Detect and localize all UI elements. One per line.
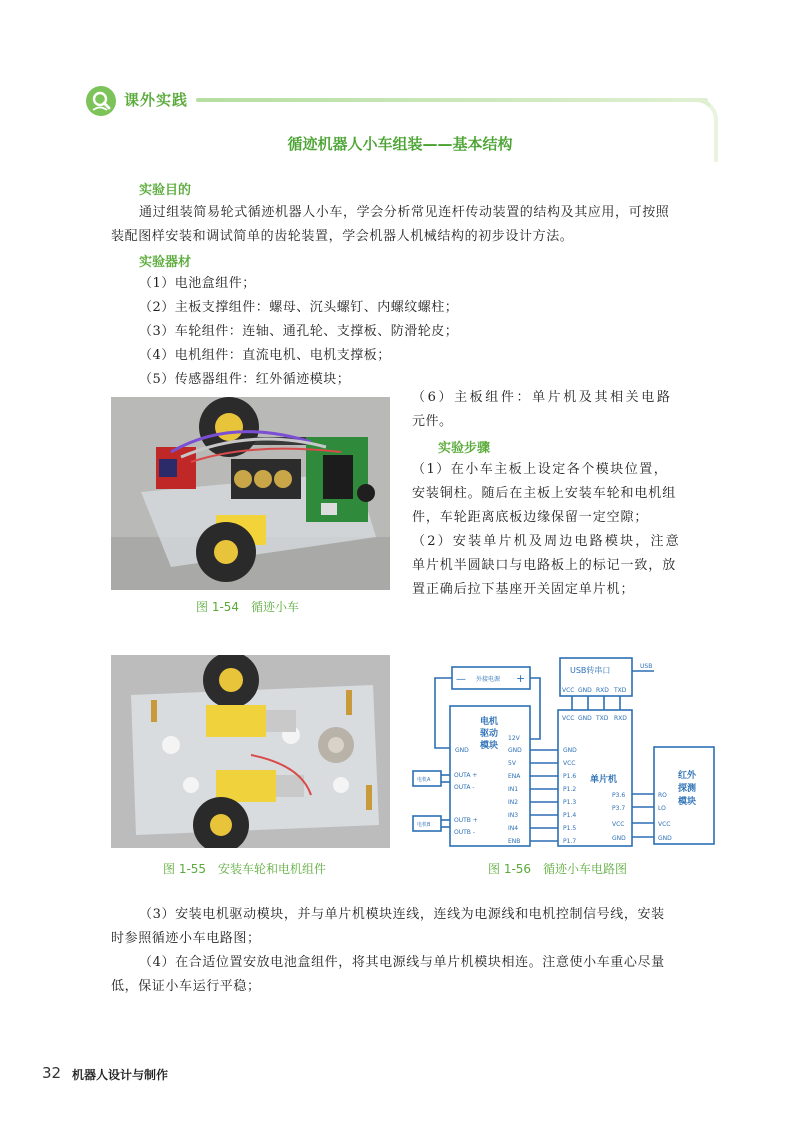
driver-out-b-plus: OUTB + [454, 817, 478, 824]
step-right-line-6: 置正确后拉下基座开关固定单片机； [412, 582, 635, 597]
motor-a-label: 电机A [417, 777, 431, 783]
ir-title-3: 模块 [678, 797, 697, 807]
driver-pin-5v: 5V [508, 760, 516, 767]
mcu-title: 单片机 [590, 775, 618, 785]
mcu-pin-p37: P3.7 [612, 805, 626, 812]
driver-pin-in4: IN4 [508, 825, 519, 832]
mcu-pin-p36: P3.6 [612, 792, 626, 799]
usb-pin-gnd: GND [578, 687, 592, 694]
driver-pin-enb: ENB [508, 838, 521, 845]
header-rule [196, 98, 708, 102]
figure-caption-1-55: 图 1-55 安装车轮和电机组件 [163, 862, 327, 876]
mcu-pin-gnd: GND [563, 747, 577, 754]
material-item-5: （5）传感器组件：红外循迹模块； [139, 372, 351, 387]
driver-pin-in3: IN3 [508, 812, 519, 819]
mcu-pin-p16: P1.6 [563, 773, 577, 780]
driver-pin-12v: 12V [508, 735, 520, 742]
power-label: 外接电源 [476, 676, 501, 683]
material-item-4: （4）电机组件：直流电机、电机支撑板； [139, 348, 391, 363]
usb-out-label: USB [640, 663, 653, 670]
step-bottom-line-1: （3）安装电机驱动模块，并与单片机模块连线，连线为电源线和电机控制信号线，安装 [139, 907, 665, 922]
mcu-pin-p17: P1.7 [563, 838, 577, 845]
step-right-line-5: 单片机半圆缺口与电路板上的标记一致，放 [412, 558, 677, 573]
purpose-line-1: 通过组装简易轮式循迹机器人小车，学会分析常见连杆传动装置的结构及其应用，可按照 [139, 205, 670, 220]
figure-caption-1-56: 图 1-56 循迹小车电路图 [488, 862, 628, 876]
driver-out-a-minus: OUTA - [454, 784, 475, 791]
ir-pin-gnd: GND [658, 835, 672, 842]
step-right-line-2: 安装铜柱。随后在主板上安装车轮和电机组 [412, 486, 677, 501]
mcu-pin-p14: P1.4 [563, 812, 577, 819]
driver-out-b-minus: OUTB - [454, 829, 475, 836]
mcu-pin-p13: P1.3 [563, 799, 577, 806]
step-right-line-3: 件，车轮距离底板边缘保留一定空隙； [412, 510, 649, 525]
driver-pin-gnd: GND [508, 747, 522, 754]
mcu-top-pin-rxd: RXD [614, 715, 627, 722]
material-item-6-line-2: 元件。 [412, 414, 453, 429]
driver-pin-in1: IN1 [508, 786, 519, 793]
usb-pin-txd: TXD [614, 687, 627, 694]
mcu-pin-gnd-r: GND [612, 835, 626, 842]
purpose-line-2: 装配图样安装和调试简单的齿轮装置，学会机器人机械结构的初步设计方法。 [111, 229, 574, 244]
driver-gnd: GND [455, 747, 469, 754]
driver-title-3: 模块 [480, 741, 499, 751]
material-item-1: （1）电池盒组件； [139, 276, 256, 291]
figure-caption-1-54: 图 1-54 循迹小车 [196, 600, 300, 614]
mcu-top-pin-gnd: GND [578, 715, 592, 722]
mcu-pin-vcc-r: VCC [612, 821, 625, 828]
driver-title-1: 电机 [480, 717, 499, 727]
ir-pin-vcc: VCC [658, 821, 671, 828]
step-bottom-line-2: 时参照循迹小车电路图； [111, 931, 261, 946]
driver-title-2: 驱动 [480, 729, 499, 739]
ir-title-1: 红外 [678, 771, 697, 781]
step-right-line-1: （1）在小车主板上设定各个模块位置， [412, 462, 669, 477]
motor-b-label: 电机B [417, 822, 431, 828]
purpose-heading: 实验目的 [139, 183, 192, 198]
driver-out-a-plus: OUTA + [454, 772, 478, 779]
steps-heading: 实验步骤 [438, 441, 491, 456]
magnifier-icon [86, 86, 116, 116]
materials-heading: 实验器材 [139, 255, 192, 270]
circuit-diagram [408, 655, 718, 850]
tracking-car-photo [111, 397, 390, 590]
power-plus: + [516, 672, 526, 685]
mcu-top-pin-vcc: VCC [562, 715, 575, 722]
page-title: 循迹机器人小车组装——基本结构 [287, 135, 513, 153]
material-item-6-line-1: （6）主板组件：单片机及其相关电路 [412, 390, 673, 405]
usb-pin-rxd: RXD [596, 687, 609, 694]
power-minus: — [456, 674, 466, 685]
driver-pin-in2: IN2 [508, 799, 519, 806]
mcu-pin-p12: P1.2 [563, 786, 577, 793]
mcu-top-pin-txd: TXD [596, 715, 609, 722]
wheels-motors-photo [111, 655, 390, 848]
section-label: 课外实践 [124, 91, 189, 109]
book-title: 机器人设计与制作 [72, 1068, 169, 1082]
usb-pin-vcc: VCC [562, 687, 575, 694]
usb-label: USB转串口 [570, 666, 611, 675]
step-bottom-line-4: 低，保证小车运行平稳； [111, 979, 261, 994]
mcu-pin-p15: P1.5 [563, 825, 577, 832]
step-right-line-4: （2）安装单片机及周边电路模块，注意 [412, 534, 681, 549]
mcu-pin-vcc: VCC [563, 760, 576, 767]
ir-title-2: 探测 [678, 784, 697, 794]
ir-pin-ro: RO [658, 792, 667, 799]
material-item-3: （3）车轮组件：连轴、通孔轮、支撑板、防滑轮皮； [139, 324, 459, 339]
ir-pin-lo: LO [658, 805, 666, 812]
step-bottom-line-3: （4）在合适位置安放电池盒组件，将其电源线与单片机模块相连。注意使小车重心尽量 [139, 955, 665, 970]
driver-pin-ena: ENA [508, 773, 521, 780]
material-item-2: （2）主板支撑组件：螺母、沉头螺钉、内螺纹螺柱； [139, 300, 459, 315]
page-number: 32 [42, 1064, 62, 1082]
